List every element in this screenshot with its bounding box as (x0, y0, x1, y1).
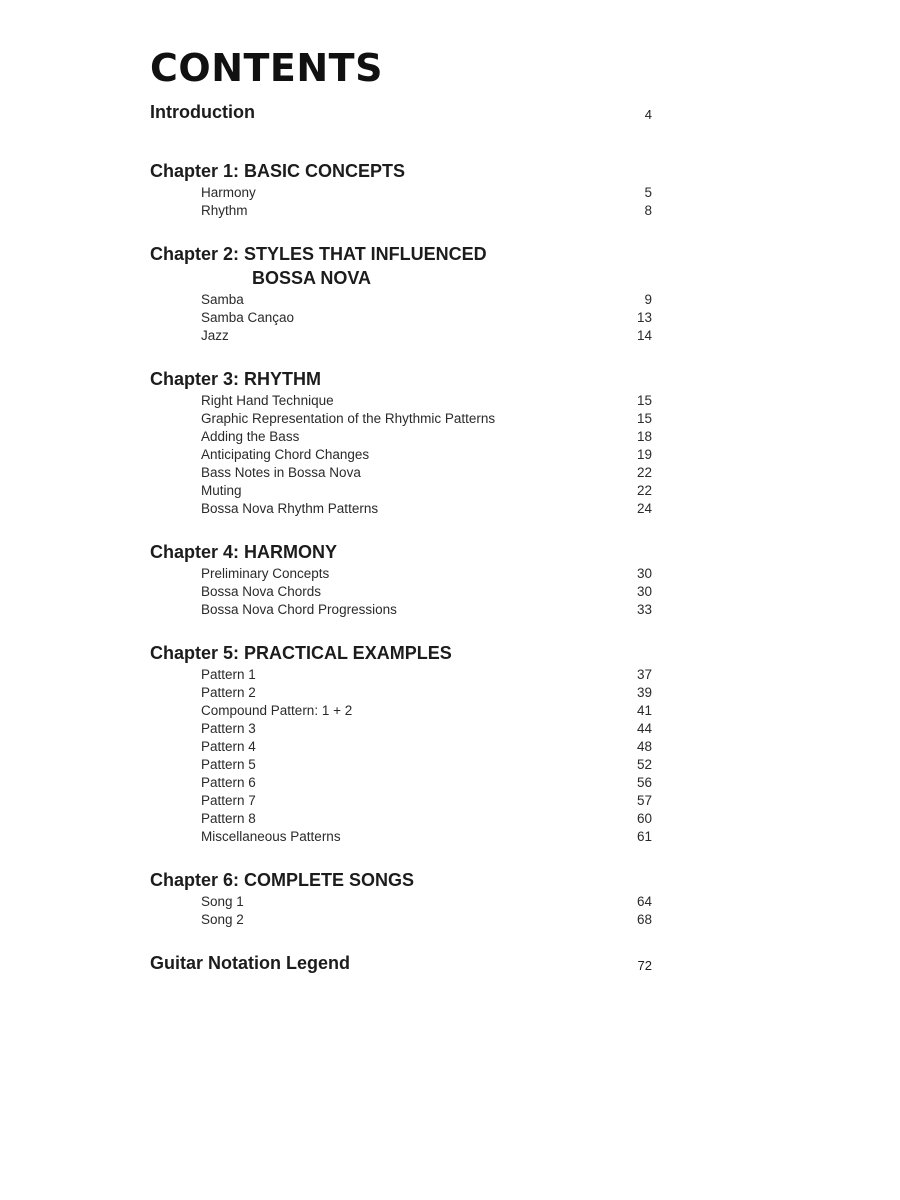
chapter-section (150, 868, 652, 929)
toc-entry[interactable] (150, 291, 652, 309)
toc-entry[interactable] (150, 309, 652, 327)
toc-entry[interactable] (150, 810, 652, 828)
chapter-heading[interactable]: Chapter 1: BASIC CONCEPTS (150, 161, 406, 181)
toc-entry[interactable] (150, 410, 652, 428)
toc-entry[interactable] (150, 720, 652, 738)
toc-entry-label: Song 2 (201, 912, 244, 927)
toc-entry[interactable] (150, 911, 652, 929)
toc-heading-label: Guitar Notation Legend (150, 953, 350, 973)
toc-page-number: 22 (636, 465, 652, 480)
toc-entry[interactable] (150, 202, 652, 220)
chapter-section (150, 641, 652, 846)
toc-entry-label: Pattern 6 (201, 775, 256, 790)
chapter-item-list (150, 893, 652, 929)
toc-page-number: 30 (636, 584, 652, 599)
chapter-heading[interactable]: Chapter 2: STYLES THAT INFLUENCED (150, 244, 487, 264)
toc-page-number: 14 (636, 328, 652, 343)
toc-entry-notation-legend[interactable] (150, 951, 652, 975)
toc-page-number: 18 (636, 429, 652, 444)
toc-entry[interactable] (150, 184, 652, 202)
toc-entry[interactable] (150, 702, 652, 720)
toc-entry-label: Preliminary Concepts (201, 566, 330, 581)
toc-entry-label: Anticipating Chord Changes (201, 447, 370, 462)
toc-entry[interactable] (150, 738, 652, 756)
toc-entry-label: Bass Notes in Bossa Nova (201, 465, 361, 480)
table-of-contents (150, 96, 652, 975)
toc-entry-label: Jazz (201, 328, 229, 343)
toc-entry-label: Samba Cançao (201, 310, 295, 325)
chapter-section (150, 540, 652, 619)
toc-page-number: 9 (644, 292, 652, 307)
toc-entry[interactable] (150, 792, 652, 810)
chapter-heading[interactable]: Chapter 4: HARMONY (150, 542, 338, 562)
toc-page-number: 5 (644, 185, 652, 200)
chapter-heading-continuation: BOSSA NOVA (252, 268, 372, 288)
toc-page-number: 15 (636, 393, 652, 408)
toc-entry[interactable] (150, 583, 652, 601)
toc-page-number: 52 (636, 757, 652, 772)
toc-entry[interactable] (150, 464, 652, 482)
chapter-item-list (150, 392, 652, 518)
page-title: CONTENTS (150, 46, 383, 90)
toc-entry[interactable] (150, 828, 652, 846)
toc-entry[interactable] (150, 893, 652, 911)
toc-entry[interactable] (150, 666, 652, 684)
chapter-section (150, 242, 652, 345)
toc-page-number: 13 (636, 310, 652, 325)
toc-entry-label: Bossa Nova Chords (201, 584, 322, 599)
toc-page-number: 44 (636, 721, 652, 736)
toc-page-number: 48 (636, 739, 652, 754)
toc-entry-label: Bossa Nova Chord Progressions (201, 602, 397, 617)
chapter-section (150, 159, 652, 220)
toc-entry-label: Pattern 1 (201, 667, 256, 682)
toc-page-number: 60 (636, 811, 652, 826)
toc-entry[interactable] (150, 774, 652, 792)
toc-page-number: 37 (636, 667, 652, 682)
toc-page-number: 24 (636, 501, 652, 516)
toc-entry[interactable] (150, 684, 652, 702)
toc-page-number: 72 (637, 958, 652, 973)
toc-page-number: 15 (636, 411, 652, 426)
chapter-heading[interactable]: Chapter 3: RHYTHM (150, 369, 322, 389)
toc-entry[interactable] (150, 565, 652, 583)
toc-page-number: 19 (636, 447, 652, 462)
toc-page-number: 61 (636, 829, 652, 844)
toc-entry-label: Muting (201, 483, 242, 498)
toc-page-number: 56 (636, 775, 652, 790)
chapter-list (150, 159, 652, 929)
toc-entry-label: Pattern 3 (201, 721, 256, 736)
toc-entry[interactable] (150, 327, 652, 345)
toc-page-number: 33 (636, 602, 652, 617)
toc-page-number: 41 (636, 703, 652, 718)
chapter-section (150, 367, 652, 518)
toc-entry-label: Pattern 8 (201, 811, 256, 826)
toc-entry[interactable] (150, 482, 652, 500)
toc-entry-label: Right Hand Technique (201, 393, 334, 408)
toc-entry-label: Samba (201, 292, 244, 307)
toc-entry[interactable] (150, 601, 652, 619)
toc-page-number: 64 (636, 894, 652, 909)
toc-entry-label: Compound Pattern: 1 + 2 (201, 703, 353, 718)
toc-entry-label: Rhythm (201, 203, 248, 218)
toc-entry-label: Graphic Representation of the Rhythmic Patterns (201, 411, 496, 426)
toc-entry-introduction[interactable] (150, 100, 652, 124)
toc-page-number: 30 (636, 566, 652, 581)
toc-entry-label: Pattern 2 (201, 685, 256, 700)
toc-entry-label: Pattern 4 (201, 739, 256, 754)
toc-page-number: 22 (636, 483, 652, 498)
toc-entry[interactable] (150, 392, 652, 410)
toc-page-number: 8 (644, 203, 652, 218)
toc-entry[interactable] (150, 446, 652, 464)
toc-entry-label: Pattern 5 (201, 757, 256, 772)
chapter-item-list (150, 184, 652, 220)
toc-entry-label: Miscellaneous Patterns (201, 829, 341, 844)
toc-entry-label: Song 1 (201, 894, 244, 909)
toc-entry[interactable] (150, 428, 652, 446)
chapter-item-list (150, 291, 652, 345)
chapter-item-list (150, 565, 652, 619)
chapter-heading[interactable]: Chapter 5: PRACTICAL EXAMPLES (150, 643, 452, 663)
toc-entry-label: Harmony (201, 185, 256, 200)
toc-page-number: 39 (636, 685, 652, 700)
toc-heading-label: Introduction (150, 102, 255, 122)
toc-page-number: 57 (636, 793, 652, 808)
toc-page-number: 68 (636, 912, 652, 927)
chapter-item-list (150, 666, 652, 846)
toc-entry[interactable] (150, 756, 652, 774)
chapter-heading[interactable]: Chapter 6: COMPLETE SONGS (150, 870, 415, 890)
toc-entry-label: Adding the Bass (201, 429, 300, 444)
toc-entry-label: Bossa Nova Rhythm Patterns (201, 501, 379, 516)
toc-entry[interactable] (150, 500, 652, 518)
toc-page-number: 4 (644, 107, 652, 122)
toc-entry-label: Pattern 7 (201, 793, 256, 808)
